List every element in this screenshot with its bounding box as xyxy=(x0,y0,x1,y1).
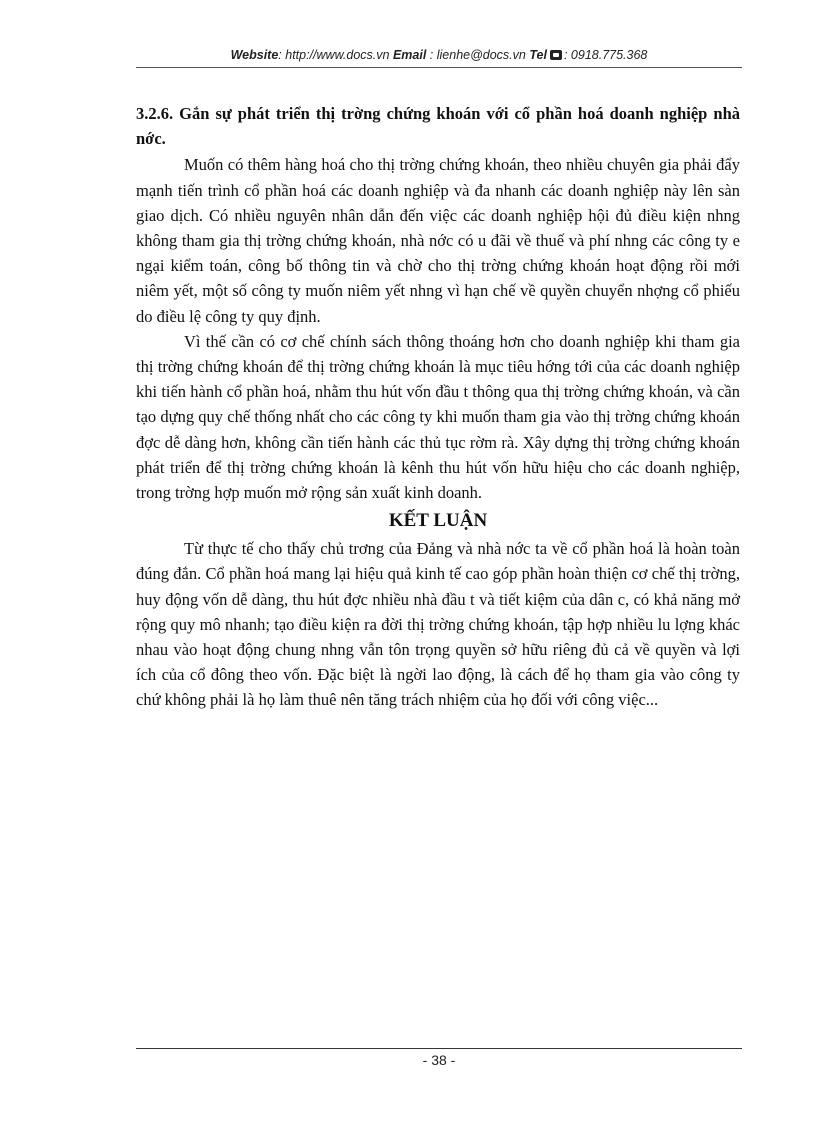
page-number: - 38 - xyxy=(422,1052,456,1068)
section-heading: 3.2.6. Gắn sự phát triển thị trờng chứng khoán với cổ phần hoá doanh nghiệp nhà nớc. xyxy=(136,104,740,149)
section-paragraph-2: Vì thế cần có cơ chế chính sách thông thoáng hơn cho doanh nghiệp khi tham gia thị trờng chứng khoán để thị trờng chứng khoán là mục tiêu hớng tới của các doanh nghiệp khi tiến hành cổ phần hoá, nhằm thu hút vốn đầu t thông qua thị trờng chứng khoán, và cần tạo dựng quy chế thống nhất cho các công ty khi muốn tham gia vào thị trờng chứng khoán đợc dễ dàng hơn, không cần tiến hành các thủ tục rờm rà. Xây dựng thị trờng chứng khoán phát triển để thị trờng chứng khoán là kênh thu hút vốn hữu hiệu cho các doanh nghiệp, trong trờng hợp muốn mở rộng sản xuất kinh doanh. xyxy=(136,331,740,503)
section-paragraph-1: Muốn có thêm hàng hoá cho thị trờng chứng khoán, theo nhiều chuyên gia phải đẩy mạnh tiến trình cổ phần hoá các doanh nghiệp và đa nhanh các doanh nghiệp này lên sàn giao dịch. Có nhiều nguyên nhân dẫn đến việc các doanh nghiệp hội đủ điều kiện nhng không tham gia thị trờng chứng khoán, nhà nớc có u đãi về thuế và phí nhng các công ty e ngại kiểm toán, công bố thông tin và chờ cho thị trờng chứng khoán hoạt động rồi mới niêm yết, một số công ty muốn niêm yết nhng vì hạn chế về quyền chuyển nhợng cổ phiếu do điều lệ công ty quy định. xyxy=(136,155,740,326)
header-divider xyxy=(136,67,742,68)
document-body xyxy=(136,101,740,713)
email-label: Email xyxy=(392,48,427,62)
tel-value: : 0918.775.368 xyxy=(563,48,648,62)
telephone-icon xyxy=(550,50,562,60)
tel-label: Tel xyxy=(529,48,547,62)
page-header xyxy=(136,48,742,62)
conclusion-paragraph: Từ thực tế cho thấy chủ trơng của Đảng và nhà nớc ta về cổ phần hoá là hoàn toàn đúng đắn. Cổ phần hoá mang lại hiệu quả kinh tế cao góp phần hoàn thiện cơ chế thị trờng, huy động vốn dễ dàng, thu hút đợc nhiều nhà đầu t và tiết kiệm của dân c, có khả năng mở rộng quy mô nhanh; tạo điều kiện ra đời thị trờng chứng khoán, tập hợp nhiều lu lợng khác nhau vào hoạt động chung nhng vẫn tôn trọng quyền sở hữu riêng đủ cả về quyền và lợi ích của cổ đông theo vốn. Đặc biệt là ngời lao động, là cách để họ tham gia vào công ty chứ không phải là họ làm thuê nên tăng trách nhiệm của họ đối với công việc... xyxy=(136,539,740,710)
website-value: : http://www.docs.vn xyxy=(278,48,390,62)
website-label: Website xyxy=(230,48,279,62)
email-value: : lienhe@docs.vn xyxy=(426,48,526,62)
conclusion-heading: KẾT LUẬN xyxy=(388,510,488,532)
footer-divider xyxy=(136,1048,742,1049)
